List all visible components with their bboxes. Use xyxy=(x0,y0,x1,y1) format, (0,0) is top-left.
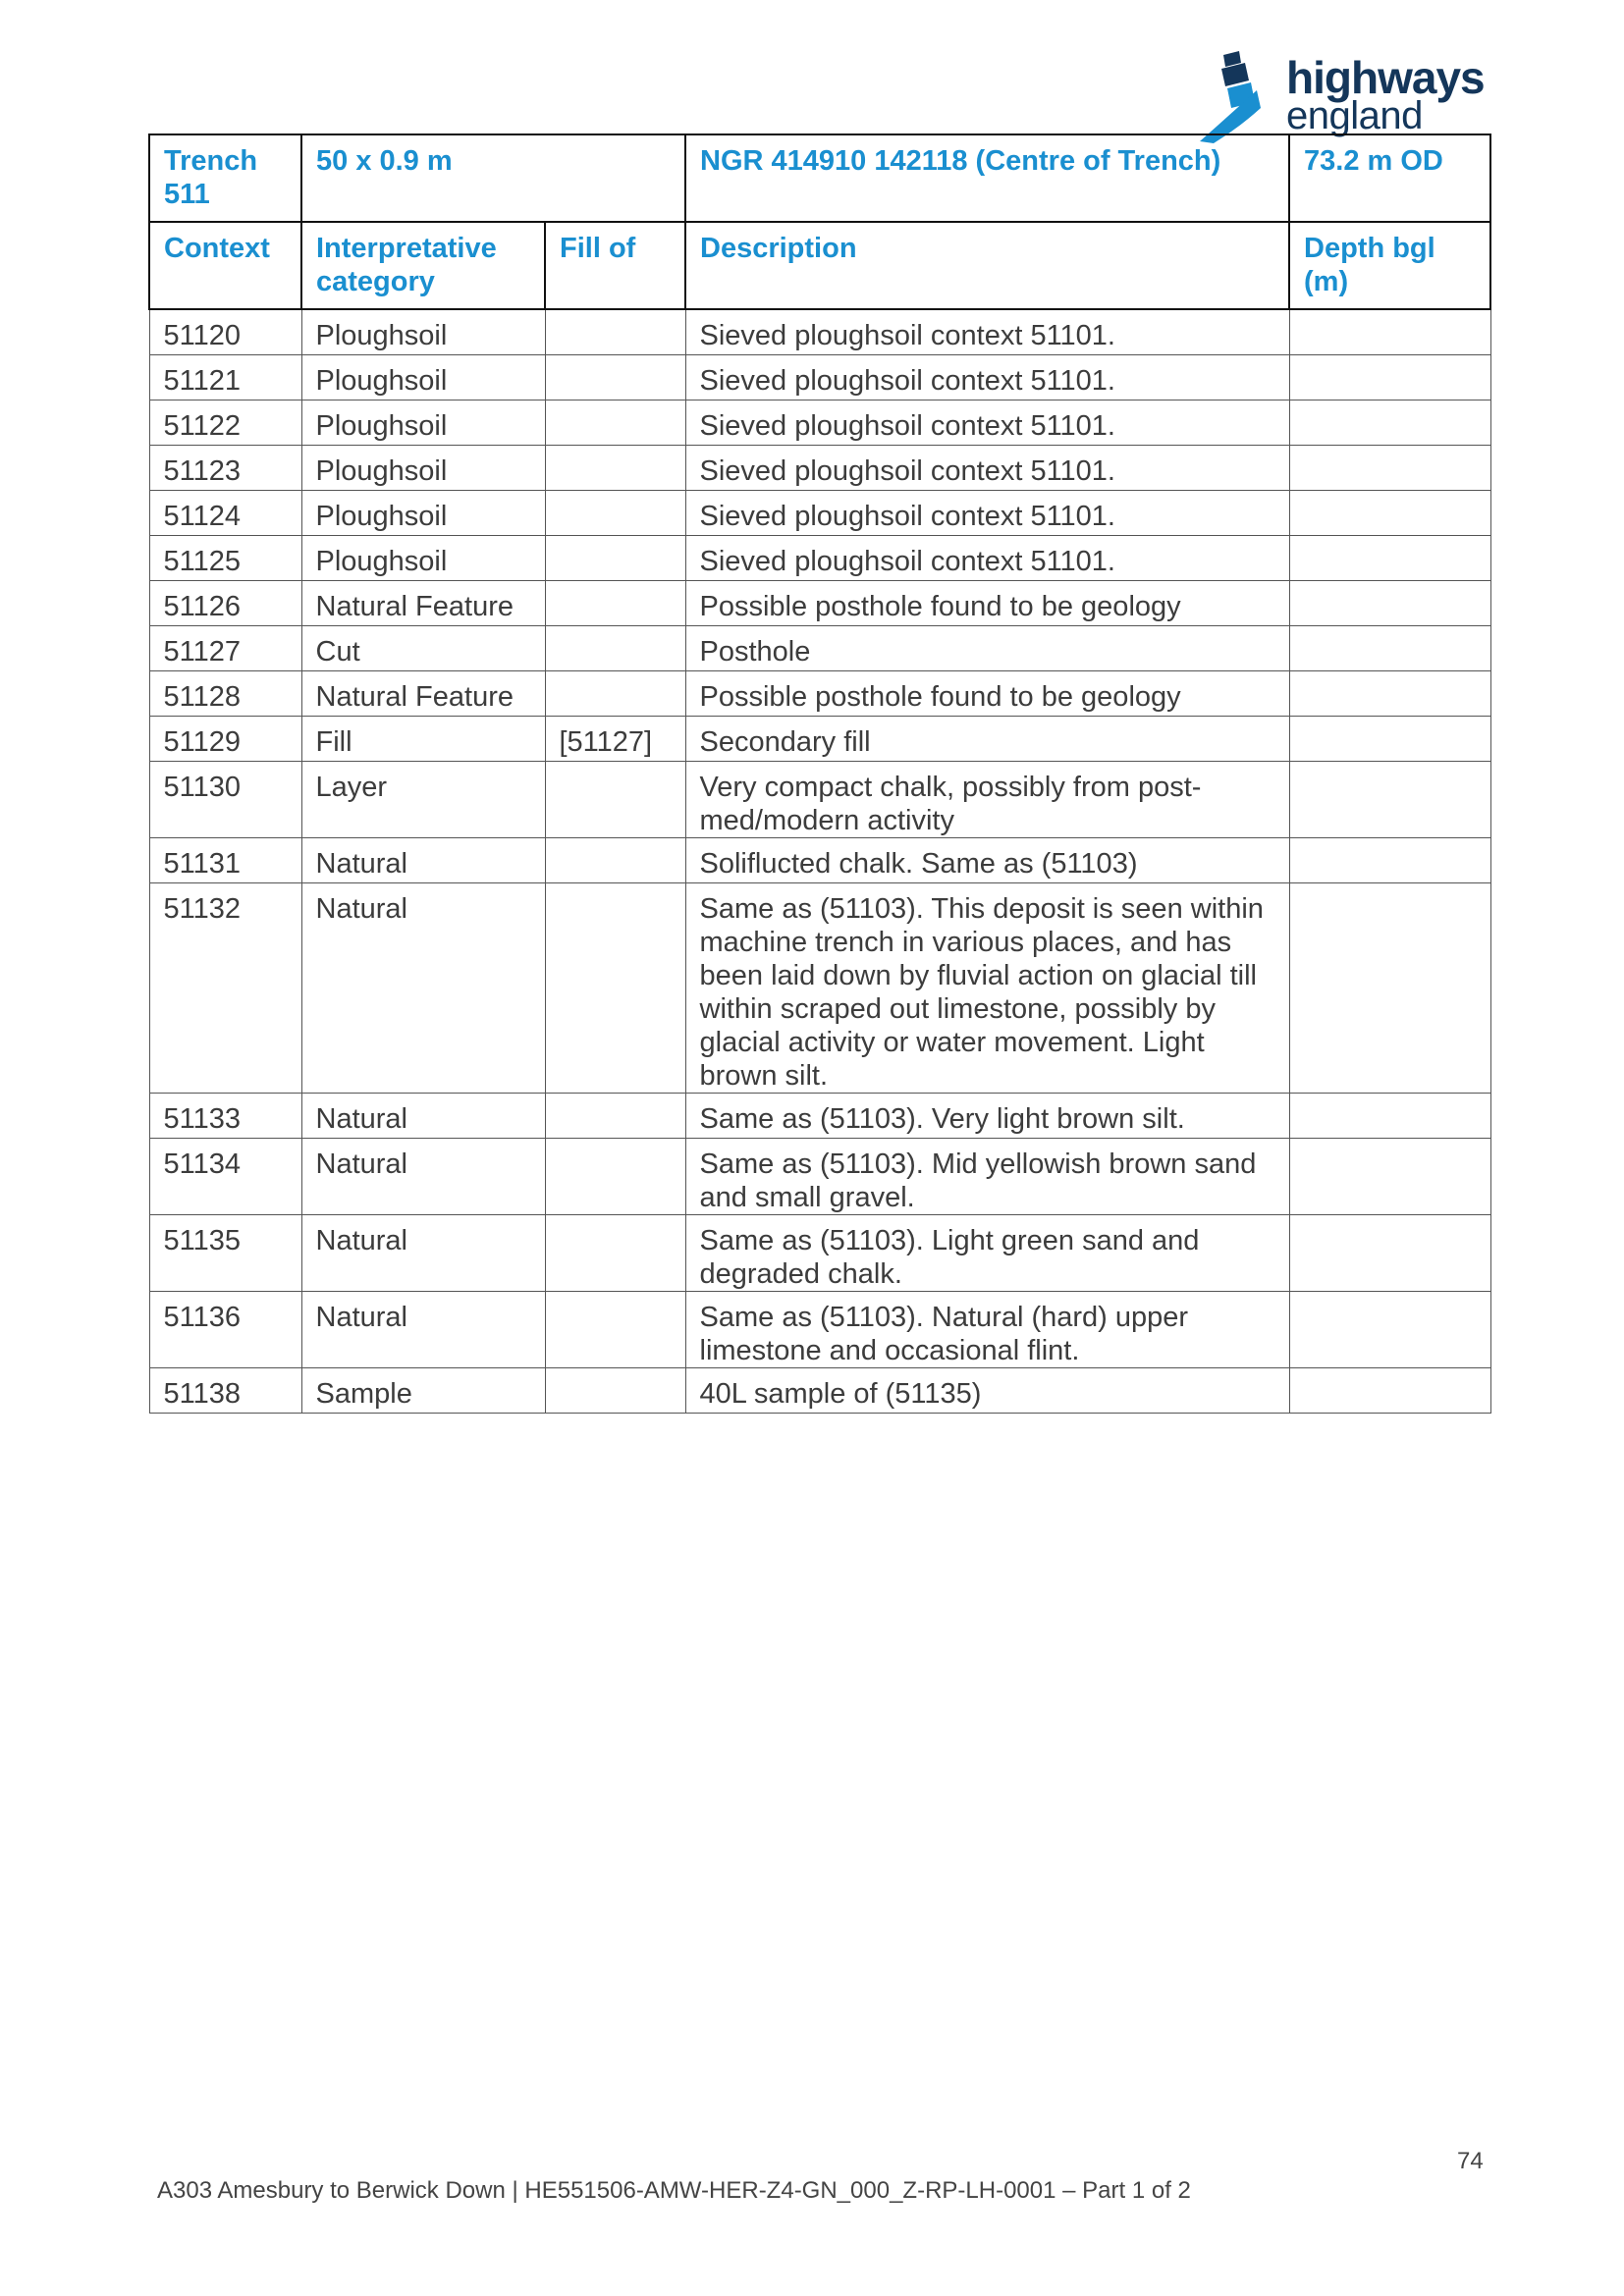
cell-fill-of: [51127] xyxy=(545,717,685,762)
cell-context: 51136 xyxy=(149,1292,301,1368)
cell-fill-of xyxy=(545,762,685,838)
table-row xyxy=(149,838,1490,883)
table-row xyxy=(149,309,1490,355)
cell-category: Ploughsoil xyxy=(301,491,545,536)
col-header-depth: Depth bgl (m) xyxy=(1289,222,1490,309)
cell-description: Possible posthole found to be geology xyxy=(685,671,1289,717)
cell-category: Natural xyxy=(301,1215,545,1292)
cell-fill-of xyxy=(545,626,685,671)
cell-category: Ploughsoil xyxy=(301,536,545,581)
cell-context: 51129 xyxy=(149,717,301,762)
cell-context: 51122 xyxy=(149,400,301,446)
table-row xyxy=(149,581,1490,626)
cell-depth xyxy=(1289,536,1490,581)
cell-description: Soliflucted chalk. Same as (51103) xyxy=(685,838,1289,883)
cell-fill-of xyxy=(545,355,685,400)
cell-context: 51126 xyxy=(149,581,301,626)
trench-ngr: NGR 414910 142118 (Centre of Trench) xyxy=(685,134,1289,222)
cell-context: 51135 xyxy=(149,1215,301,1292)
cell-context: 51121 xyxy=(149,355,301,400)
table-row xyxy=(149,671,1490,717)
cell-description: Sieved ploughsoil context 51101. xyxy=(685,446,1289,491)
cell-category: Natural Feature xyxy=(301,671,545,717)
cell-fill-of xyxy=(545,491,685,536)
cell-depth xyxy=(1289,838,1490,883)
cell-depth xyxy=(1289,671,1490,717)
col-header-category: Interpretative category xyxy=(301,222,545,309)
cell-description: Sieved ploughsoil context 51101. xyxy=(685,355,1289,400)
cell-depth xyxy=(1289,626,1490,671)
cell-fill-of xyxy=(545,446,685,491)
cell-depth xyxy=(1289,717,1490,762)
cell-context: 51134 xyxy=(149,1139,301,1215)
trench-table xyxy=(148,133,1491,1414)
logo-word-highways: highways xyxy=(1286,52,1485,103)
cell-fill-of xyxy=(545,1139,685,1215)
cell-category: Natural xyxy=(301,1292,545,1368)
cell-category: Natural xyxy=(301,1094,545,1139)
cell-category: Natural xyxy=(301,883,545,1094)
cell-depth xyxy=(1289,355,1490,400)
cell-depth xyxy=(1289,762,1490,838)
trench-id: Trench 511 xyxy=(149,134,301,222)
cell-category: Cut xyxy=(301,626,545,671)
cell-description: Sieved ploughsoil context 51101. xyxy=(685,309,1289,355)
cell-category: Ploughsoil xyxy=(301,355,545,400)
cell-description: Posthole xyxy=(685,626,1289,671)
table-row xyxy=(149,626,1490,671)
cell-category: Natural xyxy=(301,1139,545,1215)
cell-fill-of xyxy=(545,883,685,1094)
cell-description: Same as (51103). Very light brown silt. xyxy=(685,1094,1289,1139)
table-row xyxy=(149,536,1490,581)
trench-size: 50 x 0.9 m xyxy=(301,134,685,222)
cell-context: 51123 xyxy=(149,446,301,491)
document-footer: A303 Amesbury to Berwick Down | HE551506-AMW-HER-Z4-GN_000_Z-RP-LH-0001 – Part 1 of 2 xyxy=(157,2177,1191,2204)
cell-context: 51138 xyxy=(149,1368,301,1414)
cell-depth xyxy=(1289,1094,1490,1139)
table-row xyxy=(149,717,1490,762)
highways-england-logo xyxy=(1196,51,1490,145)
cell-depth xyxy=(1289,1215,1490,1292)
table-row xyxy=(149,1368,1490,1414)
cell-fill-of xyxy=(545,1292,685,1368)
table-row xyxy=(149,1292,1490,1368)
cell-description: Sieved ploughsoil context 51101. xyxy=(685,400,1289,446)
cell-description: Very compact chalk, possibly from post-med/modern activity xyxy=(685,762,1289,838)
cell-fill-of xyxy=(545,400,685,446)
cell-depth xyxy=(1289,309,1490,355)
cell-description: Possible posthole found to be geology xyxy=(685,581,1289,626)
table-row xyxy=(149,400,1490,446)
page-number: 74 xyxy=(1457,2148,1484,2174)
cell-fill-of xyxy=(545,1368,685,1414)
table-row xyxy=(149,355,1490,400)
cell-description: Same as (51103). Natural (hard) upper limestone and occasional flint. xyxy=(685,1292,1289,1368)
cell-description: Secondary fill xyxy=(685,717,1289,762)
cell-depth xyxy=(1289,446,1490,491)
cell-description: 40L sample of (51135) xyxy=(685,1368,1289,1414)
table-row xyxy=(149,1215,1490,1292)
cell-fill-of xyxy=(545,536,685,581)
table-row xyxy=(149,883,1490,1094)
cell-category: Natural Feature xyxy=(301,581,545,626)
cell-description: Same as (51103). Mid yellowish brown sand and small gravel. xyxy=(685,1139,1289,1215)
cell-depth xyxy=(1289,1139,1490,1215)
cell-category: Natural xyxy=(301,838,545,883)
cell-description: Sieved ploughsoil context 51101. xyxy=(685,491,1289,536)
cell-fill-of xyxy=(545,309,685,355)
cell-fill-of xyxy=(545,1215,685,1292)
cell-description: Same as (51103). Light green sand and degraded chalk. xyxy=(685,1215,1289,1292)
cell-depth xyxy=(1289,581,1490,626)
cell-context: 51133 xyxy=(149,1094,301,1139)
table-row xyxy=(149,446,1490,491)
cell-category: Layer xyxy=(301,762,545,838)
cell-depth xyxy=(1289,1368,1490,1414)
cell-category: Fill xyxy=(301,717,545,762)
cell-fill-of xyxy=(545,838,685,883)
cell-depth xyxy=(1289,491,1490,536)
table-row xyxy=(149,491,1490,536)
cell-category: Sample xyxy=(301,1368,545,1414)
cell-context: 51125 xyxy=(149,536,301,581)
cell-description: Sieved ploughsoil context 51101. xyxy=(685,536,1289,581)
cell-description: Same as (51103). This deposit is seen within machine trench in various places, and has been laid down by fluvial action on glacial till within scraped out limestone, possibly by glacial activity or water movement. Light brown silt. xyxy=(685,883,1289,1094)
col-header-fill-of: Fill of xyxy=(545,222,685,309)
cell-context: 51132 xyxy=(149,883,301,1094)
trench-header-row xyxy=(149,134,1490,222)
cell-fill-of xyxy=(545,671,685,717)
table-row xyxy=(149,762,1490,838)
col-header-context: Context xyxy=(149,222,301,309)
cell-context: 51130 xyxy=(149,762,301,838)
cell-fill-of xyxy=(545,581,685,626)
table-row xyxy=(149,1139,1490,1215)
column-header-row xyxy=(149,222,1490,309)
cell-fill-of xyxy=(545,1094,685,1139)
cell-depth xyxy=(1289,1292,1490,1368)
cell-context: 51128 xyxy=(149,671,301,717)
cell-depth xyxy=(1289,883,1490,1094)
cell-context: 51131 xyxy=(149,838,301,883)
cell-category: Ploughsoil xyxy=(301,400,545,446)
cell-category: Ploughsoil xyxy=(301,309,545,355)
cell-context: 51120 xyxy=(149,309,301,355)
cell-context: 51127 xyxy=(149,626,301,671)
cell-depth xyxy=(1289,400,1490,446)
logo-word-england: england xyxy=(1286,94,1423,137)
highways-england-ship-icon xyxy=(1196,51,1290,145)
col-header-description: Description xyxy=(685,222,1289,309)
table-row xyxy=(149,1094,1490,1139)
cell-context: 51124 xyxy=(149,491,301,536)
cell-category: Ploughsoil xyxy=(301,446,545,491)
trench-od: 73.2 m OD xyxy=(1289,134,1490,222)
